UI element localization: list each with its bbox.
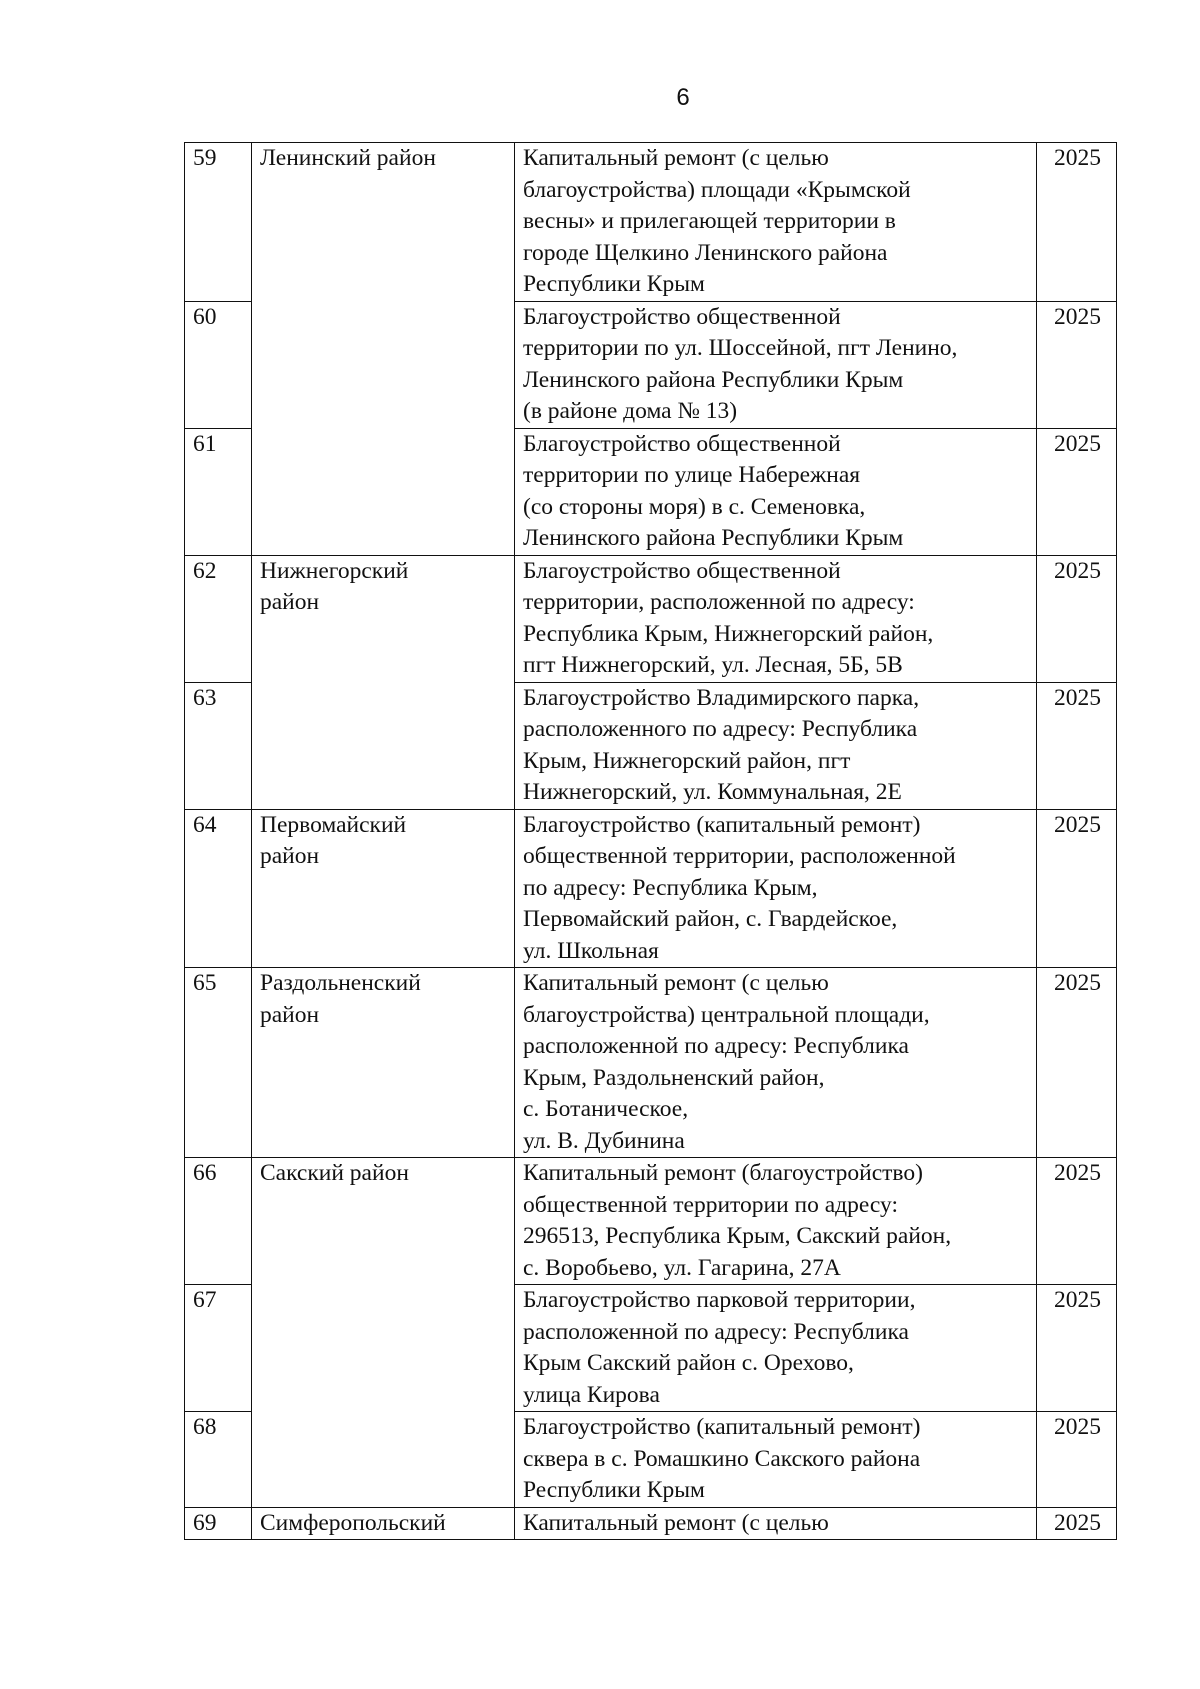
year-cell: 2025 xyxy=(1037,143,1117,302)
table-row xyxy=(185,555,1117,682)
description-line: ул. В. Дубинина xyxy=(523,1127,685,1154)
description-line: общественной территории, расположенной xyxy=(523,843,956,869)
page-number: 6 xyxy=(676,84,690,111)
description-line: с. Воробьево, ул. Гагарина, 27А xyxy=(523,1254,841,1281)
description-line: общественной территории по адресу: xyxy=(523,1191,898,1218)
table-row xyxy=(185,809,1117,968)
description-line: Нижнегорский, ул. Коммунальная, 2Е xyxy=(523,779,902,805)
description-cell xyxy=(515,301,1037,428)
region-line: Нижнегорский xyxy=(260,557,409,584)
description-line: (в районе дома № 13) xyxy=(523,398,738,424)
region-line: Сакский район xyxy=(260,1160,409,1186)
region-line: район xyxy=(260,589,320,615)
description-line: весны» и прилегающей территории в xyxy=(523,208,896,234)
row-number: 64 xyxy=(185,809,252,968)
row-number: 59 xyxy=(185,143,252,302)
description-line: Благоустройство общественной xyxy=(523,430,841,457)
description-line: Ленинского района Республики Крым xyxy=(523,525,904,551)
description-line: Капитальный ремонт (с целью xyxy=(523,970,829,996)
description-cell xyxy=(515,1507,1037,1540)
description-cell xyxy=(515,682,1037,809)
description-line: Благоустройство общественной xyxy=(523,557,841,584)
description-line: Крым, Раздольненский район, xyxy=(523,1064,825,1091)
description-cell xyxy=(515,1158,1037,1285)
table-row xyxy=(185,1507,1117,1540)
year-cell: 2025 xyxy=(1037,968,1117,1158)
description-cell xyxy=(515,428,1037,555)
region-cell xyxy=(252,1158,515,1508)
description-line: ул. Школьная xyxy=(523,937,659,964)
description-line: Благоустройство общественной xyxy=(523,303,841,330)
description-line: Республики Крым xyxy=(523,271,705,297)
description-cell xyxy=(515,143,1037,302)
region-cell xyxy=(252,1507,515,1540)
description-line: благоустройства) площади «Крымской xyxy=(523,176,911,203)
program-table-body xyxy=(185,143,1117,1540)
region-line: район xyxy=(260,843,320,869)
description-line: расположенной по адресу: Республика xyxy=(523,1033,909,1059)
description-line: благоустройства) центральной площади, xyxy=(523,1001,930,1028)
description-cell xyxy=(515,1285,1037,1412)
description-line: Ленинского района Республики Крым xyxy=(523,366,904,393)
row-number: 67 xyxy=(185,1285,252,1412)
year-cell: 2025 xyxy=(1037,1158,1117,1285)
year-cell: 2025 xyxy=(1037,1507,1117,1540)
year-cell: 2025 xyxy=(1037,555,1117,682)
year-cell: 2025 xyxy=(1037,301,1117,428)
description-line: городе Щелкино Ленинского района xyxy=(523,239,888,266)
description-line: территории по ул. Шоссейной, пгт Ленино, xyxy=(523,335,958,361)
program-table xyxy=(184,142,1117,1540)
table-row xyxy=(185,143,1117,302)
year-cell: 2025 xyxy=(1037,809,1117,968)
description-line: Капитальный ремонт (с целью xyxy=(523,145,829,171)
region-line: район xyxy=(260,1001,320,1028)
region-line: Первомайский xyxy=(260,811,407,838)
region-line: Симферопольский xyxy=(260,1509,446,1536)
row-number: 65 xyxy=(185,968,252,1158)
description-line: с. Ботаническое, xyxy=(523,1096,689,1122)
description-line: расположенного по адресу: Республика xyxy=(523,716,918,742)
description-cell xyxy=(515,809,1037,968)
row-number: 66 xyxy=(185,1158,252,1285)
year-cell: 2025 xyxy=(1037,428,1117,555)
region-cell xyxy=(252,809,515,968)
row-number: 60 xyxy=(185,301,252,428)
description-cell xyxy=(515,968,1037,1158)
row-number: 63 xyxy=(185,682,252,809)
row-number: 61 xyxy=(185,428,252,555)
row-number: 62 xyxy=(185,555,252,682)
year-cell: 2025 xyxy=(1037,682,1117,809)
description-line: Республика Крым, Нижнегорский район, xyxy=(523,620,934,647)
year-cell: 2025 xyxy=(1037,1285,1117,1412)
row-number: 68 xyxy=(185,1412,252,1508)
description-line: Благоустройство (капитальный ремонт) xyxy=(523,811,921,838)
description-line: территории, расположенной по адресу: xyxy=(523,589,915,615)
region-cell xyxy=(252,143,515,556)
description-line: 296513, Республика Крым, Сакский район, xyxy=(523,1223,952,1249)
description-line: Благоустройство (капитальный ремонт) xyxy=(523,1414,921,1440)
description-line: Благоустройство парковой территории, xyxy=(523,1287,916,1313)
description-cell xyxy=(515,555,1037,682)
row-number: 69 xyxy=(185,1507,252,1540)
description-line: Крым, Нижнегорский район, пгт xyxy=(523,747,851,774)
description-line: Капитальный ремонт (с целью xyxy=(523,1509,829,1536)
description-line: Крым Сакский район с. Орехово, xyxy=(523,1350,854,1376)
description-line: Капитальный ремонт (благоустройство) xyxy=(523,1160,923,1186)
description-line: улица Кирова xyxy=(523,1381,660,1408)
description-line: Республики Крым xyxy=(523,1477,705,1503)
table-row xyxy=(185,968,1117,1158)
description-line: Благоустройство Владимирского парка, xyxy=(523,684,920,711)
description-line: Первомайский район, с. Гвардейское, xyxy=(523,906,898,932)
description-line: по адресу: Республика Крым, xyxy=(523,874,818,901)
table-row xyxy=(185,1158,1117,1285)
region-cell xyxy=(252,968,515,1158)
description-line: сквера в с. Ромашкино Сакского района xyxy=(523,1445,921,1472)
description-line: расположенной по адресу: Республика xyxy=(523,1318,909,1345)
region-line: Раздольненский xyxy=(260,970,421,996)
region-line: Ленинский район xyxy=(260,145,436,171)
description-line: территории по улице Набережная xyxy=(523,462,861,488)
region-cell xyxy=(252,555,515,809)
description-line: (со стороны моря) в с. Семеновка, xyxy=(523,493,866,520)
description-cell xyxy=(515,1412,1037,1508)
description-line: пгт Нижнегорский, ул. Лесная, 5Б, 5В xyxy=(523,652,903,678)
year-cell: 2025 xyxy=(1037,1412,1117,1508)
